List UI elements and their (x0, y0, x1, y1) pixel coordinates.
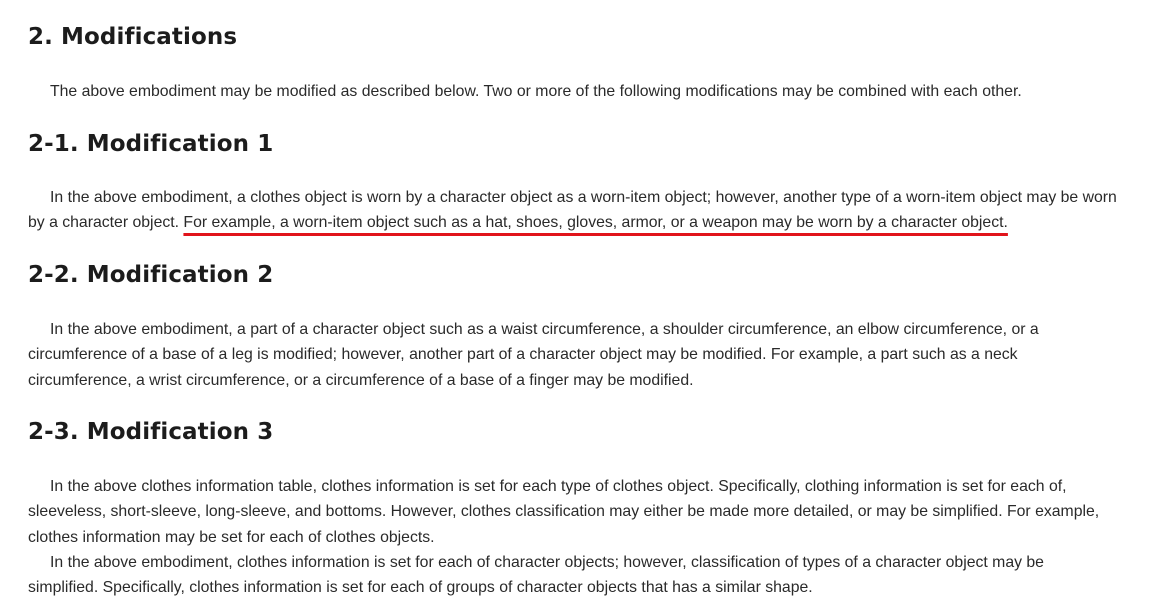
section-2-2-paragraph: In the above embodiment, a part of a character object such as a waist circumference, a shoulder circumference, an elbow circumference, or a circumference of a base of a leg is modified; however, another part of a character object may be modified. For example, a part such as a neck circumference, a wrist circumference, or a circumference of a base of a finger may be modified. (28, 321, 1039, 389)
section-2-3-paragraph-1: In the above clothes information table, clothes information is set for each type of clothes object. Specifically, clothing information is set for each of, sleeveless, short-sleeve, long-sleeve, and bottoms. However, clothes classification may either be made more detailed, or may be simplified. For example, clothes information may be set for each of clothes objects. (28, 478, 1100, 546)
section-heading-2-3: 2-3. Modification 3 (28, 419, 274, 445)
section-heading-2-2: 2-2. Modification 2 (28, 262, 274, 288)
section-2-paragraph: The above embodiment may be modified as described below. Two or more of the following modifications may be combined with each other. (50, 83, 1022, 100)
section-heading-2: 2. Modifications (28, 24, 238, 50)
section-heading-2-1: 2-1. Modification 1 (28, 131, 274, 157)
section-2-1-text: In the above embodiment, a clothes object is worn by a character object as a worn-item object; however, another type of a worn-item object may be worn by a character object. (28, 189, 1117, 232)
section-2-1-paragraph (28, 185, 1118, 236)
section-2-3-paragraph-2: In the above embodiment, clothes information is set for each of character objects; however, classification of types of a character object may be simplified. Specifically, clothes information is set for each of groups of character objects that has a similar shape. (28, 554, 1044, 597)
underlined-sentence: For example, a worn-item object such as a hat, shoes, gloves, armor, or a weapon may be worn by a character object. (183, 214, 1008, 232)
